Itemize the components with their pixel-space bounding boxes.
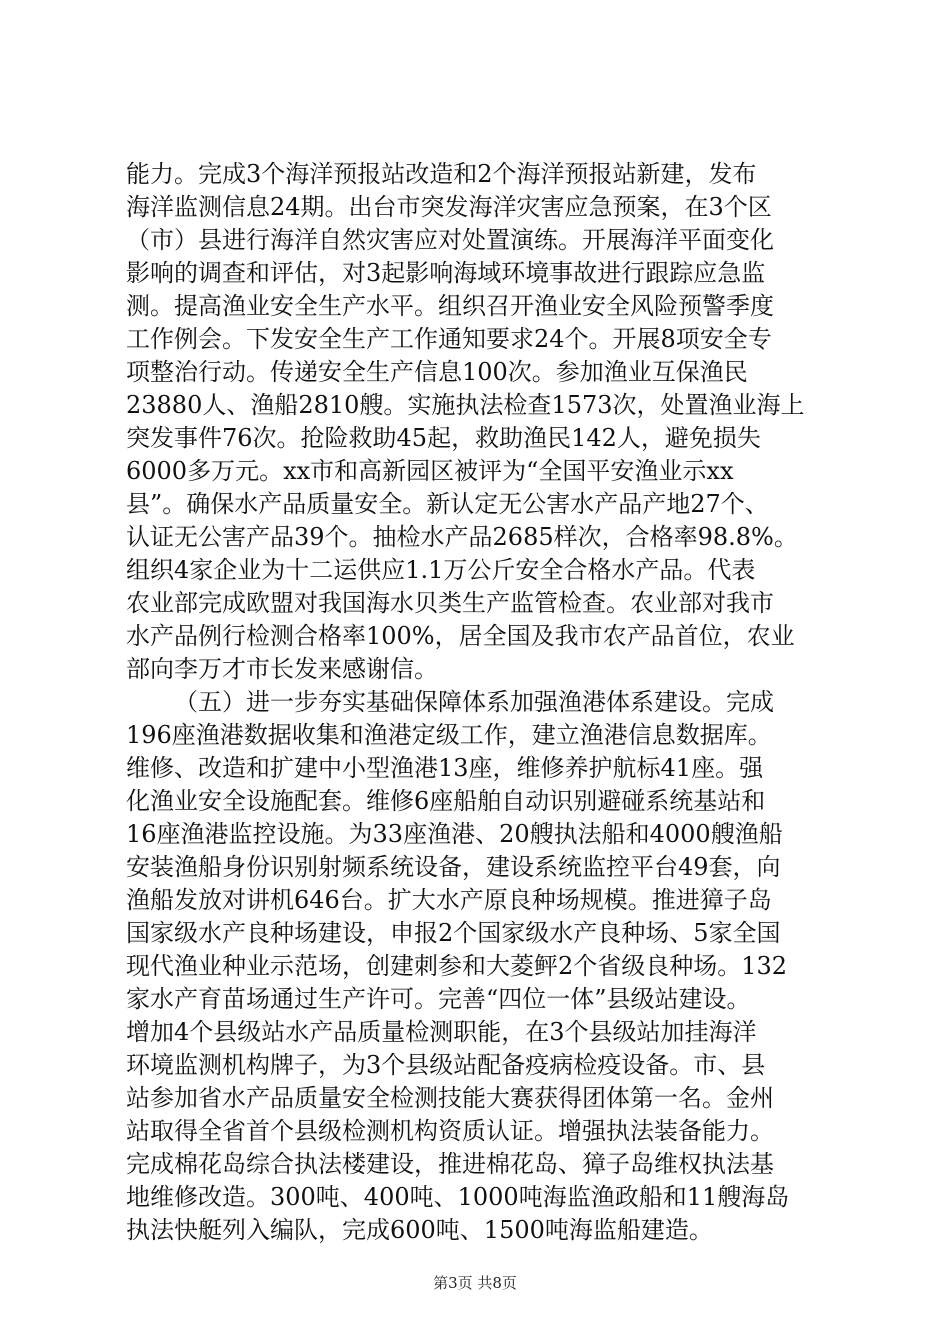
text-line: 水产品例行检测合格率100%，居全国及我市农产品首位，农业: [126, 622, 795, 650]
text-line: 认证无公害产品39个。抽检水产品2685样次，合格率98.8%。: [126, 523, 798, 551]
text-line: 安装渔船身份识别射频系统设备，建设系统监控平台49套，向: [126, 853, 781, 881]
body-text: [126, 158, 846, 1247]
text-line: 完成棉花岛综合执法楼建设，推进棉花岛、獐子岛维权执法基: [126, 1150, 774, 1178]
text-line: 化渔业安全设施配套。维修6座船舶自动识别避碰系统基站和: [126, 787, 766, 815]
text-line: 196座渔港数据收集和渔港定级工作，建立渔港信息数据库。: [126, 721, 772, 749]
text-line: 6000多万元。xx市和高新园区被评为“全国平安渔业示xx: [126, 457, 734, 485]
text-line: 23880人、渔船2810艘。实施执法检查1573次，处置渔业海上: [126, 391, 805, 419]
text-line: 站参加省水产品质量安全检测技能大赛获得团体第一名。金州: [126, 1084, 774, 1112]
text-line: 环境监测机构牌子，为3个县级站配备疫病检疫设备。市、县: [126, 1051, 766, 1079]
text-line: 突发事件76次。抢险救助45起，救助渔民142人，避免损失: [126, 424, 761, 452]
page-number-footer: 第3页 共8页: [433, 1274, 517, 1292]
text-line: 增加4个县级站水产品质量检测职能，在3个县级站加挂海洋: [126, 1018, 757, 1046]
text-line: 海洋监测信息24期。出台市突发海洋灾害应急预案，在3个区: [126, 193, 772, 221]
text-line: 执法快艇列入编队，完成600吨、1500吨海监船建造。: [126, 1216, 713, 1244]
text-line: 能力。完成3个海洋预报站改造和2个海洋预报站新建，发布: [126, 160, 757, 188]
text-line: 国家级水产良种场建设，申报2个国家级水产良种场、5家全国: [126, 919, 781, 947]
text-line: 部向李万才市长发来感谢信。: [126, 655, 438, 683]
text-line: 工作例会。下发安全生产工作通知要求24个。开展8项安全专: [126, 325, 772, 353]
text-line: 组织4家企业为十二运供应1.1万公斤安全合格水产品。代表: [126, 556, 756, 584]
text-line: （市）县进行海洋自然灾害应对处置演练。开展海洋平面变化: [126, 226, 774, 254]
text-line: 渔船发放对讲机646台。扩大水产原良种场规模。推进獐子岛: [126, 886, 772, 914]
section-heading-line: （五）进一步夯实基础保障体系加强渔港体系建设。完成: [174, 688, 774, 716]
text-line: 影响的调查和评估，对3起影响海域环境事故进行跟踪应急监: [126, 259, 766, 287]
text-line: 地维修改造。300吨、400吨、1000吨海监渔政船和11艘海岛: [126, 1183, 790, 1211]
text-line: 农业部完成欧盟对我国海水贝类生产监管检查。农业部对我市: [126, 589, 774, 617]
text-line: 测。提高渔业安全生产水平。组织召开渔业安全风险预警季度: [126, 292, 774, 320]
text-line: 16座渔港监控设施。为33座渔港、20艘执法船和4000艘渔船: [126, 820, 783, 848]
text-line: 现代渔业种业示范场，创建刺参和大菱鲆2个省级良种场。132: [126, 952, 788, 980]
text-line: 维修、改造和扩建中小型渔港13座，维修养护航标41座。强: [126, 754, 764, 782]
text-line: 站取得全省首个县级检测机构资质认证。增强执法装备能力。: [126, 1117, 774, 1145]
text-line: 县”。确保水产品质量安全。新认定无公害水产品产地27个、: [126, 490, 769, 518]
text-line: 家水产育苗场通过生产许可。完善“四位一体”县级站建设。: [126, 985, 751, 1013]
text-line: 项整治行动。传递安全生产信息100次。参加渔业互保渔民: [126, 358, 748, 386]
